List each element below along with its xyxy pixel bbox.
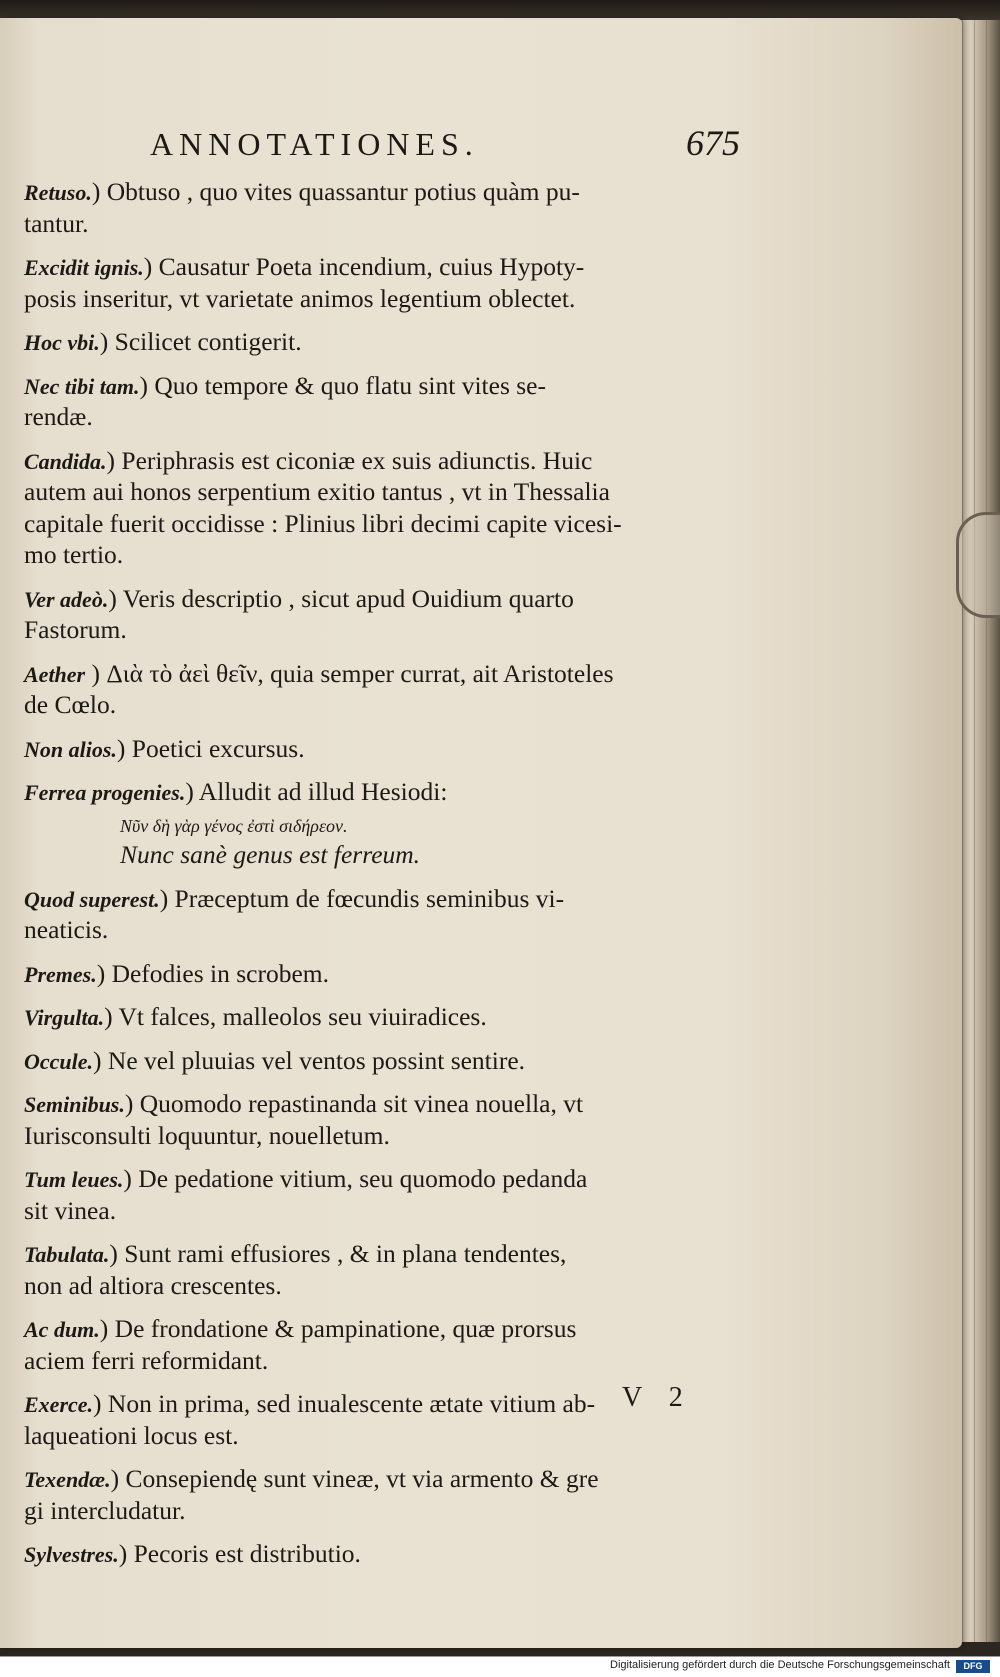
text-line <box>24 839 744 871</box>
book-top-edge <box>0 0 1000 20</box>
line-text: ) Præceptum de fœcundis seminibus vi- <box>159 883 565 913</box>
book-clasp <box>956 512 1000 618</box>
text-line <box>24 176 744 208</box>
text-line <box>24 251 744 283</box>
lemma: Candida. <box>24 448 107 474</box>
line-text: autem aui honos serpentium exitio tantus , vt in Thessalia <box>24 477 610 506</box>
lemma: Premes. <box>24 961 97 987</box>
line-text: ) Ne vel pluuias vel ventos possint sentire. <box>93 1045 526 1075</box>
text-line <box>24 914 744 946</box>
line-text: neaticis. <box>24 915 109 944</box>
line-text: non ad altiora crescentes. <box>24 1270 282 1300</box>
lemma: Hoc vbi. <box>24 330 100 355</box>
text-line <box>24 689 744 721</box>
text-line <box>24 1163 744 1195</box>
line-text: posis inseritur, vt varietate animos legentium oblectet. <box>24 283 576 313</box>
lemma: Quod superest. <box>24 886 160 912</box>
line-text: ) Veris descriptio , sicut apud Ouidium quarto <box>108 583 574 613</box>
lemma: Retuso. <box>24 180 92 205</box>
lemma: Aether <box>24 661 86 687</box>
greek-quotation: Νῦν δὴ γὰρ γένος ἐστὶ σιδήρεον. <box>120 815 348 836</box>
text-line <box>24 658 744 690</box>
text-line <box>24 614 744 646</box>
text-line <box>24 445 744 477</box>
line-text: ) Consepiendę sunt vineæ, vt via armento & gre <box>110 1464 599 1493</box>
line-text: ) Alludit ad illud Hesiodi: <box>185 777 448 806</box>
lemma: Tum leues. <box>24 1167 124 1192</box>
footer-bar <box>0 1656 1000 1677</box>
lemma: Ferrea progenies. <box>24 780 186 805</box>
line-text: ) Periphrasis est ciconiæ ex suis adiunctis. Huic <box>106 445 593 475</box>
lemma: Occule. <box>24 1048 94 1074</box>
lemma: Seminibus. <box>24 1092 125 1117</box>
line-text: ) Obtuso , quo vites quassantur potius quàm pu- <box>91 177 580 206</box>
text-line <box>24 508 744 540</box>
line-text: ) Causatur Poeta incendium, cuius Hypoty- <box>143 252 585 281</box>
text-line <box>24 958 744 990</box>
text-line <box>24 1120 744 1152</box>
line-text: ) Non in prima, sed inualescente ætate vitium ab- <box>93 1389 596 1418</box>
text-line <box>24 1420 744 1452</box>
text-line <box>24 1270 744 1302</box>
line-text: mo tertio. <box>24 540 124 569</box>
lemma: Non alios. <box>24 736 117 762</box>
text-line <box>24 401 744 433</box>
line-text: ) Quomodo repastinanda sit vinea nouella, vt <box>124 1089 584 1118</box>
running-head: ANNOTATIONES. <box>150 126 479 162</box>
lemma: Texendæ. <box>24 1467 111 1492</box>
funding-credit: Digitalisierung gefördert durch die Deutsche Forschungsgemeinschaft <box>610 1659 950 1671</box>
book-page <box>0 18 962 1648</box>
line-text: de Cœlo. <box>24 690 117 719</box>
line-text: ) Vt falces, malleolos seu viuiradices. <box>104 1002 487 1031</box>
text-line <box>24 1313 744 1345</box>
text-line <box>24 1538 744 1570</box>
line-text: gi intercludatur. <box>24 1495 186 1525</box>
dfg-logo: DFG <box>956 1660 990 1673</box>
text-line <box>24 776 744 808</box>
lemma: Ac dum. <box>24 1317 100 1342</box>
line-text: rendæ. <box>24 402 93 431</box>
line-text: ) Poetici excursus. <box>116 733 305 763</box>
lemma: Ver adeò. <box>24 586 109 612</box>
line-text: capitale fuerit occidisse : Plinius libri decimi capite vicesi- <box>24 508 622 538</box>
line-text: ) Pecoris est distributio. <box>118 1539 361 1568</box>
line-text: tantur. <box>24 208 89 238</box>
text-line <box>24 539 744 571</box>
text-line <box>24 476 744 508</box>
text-line <box>24 883 744 915</box>
annotation-text <box>24 176 744 1570</box>
line-text: Fastorum. <box>24 615 127 644</box>
lemma: Exerce. <box>24 1392 94 1417</box>
text-line <box>24 208 744 240</box>
text-line <box>24 1045 744 1077</box>
line-text: ) De pedatione vitium, seu quomodo pedanda <box>123 1164 588 1193</box>
text-line <box>24 1463 744 1495</box>
text-line <box>24 1088 744 1120</box>
text-line <box>24 808 744 840</box>
lemma: Sylvestres. <box>24 1542 119 1567</box>
lemma: Nec tibi tam. <box>24 373 140 399</box>
line-text: sit vinea. <box>24 1195 117 1225</box>
text-line <box>24 283 744 315</box>
line-text: laqueationi locus est. <box>24 1420 239 1450</box>
line-text: aciem ferri reformidant. <box>24 1345 269 1375</box>
lemma: Excidit ignis. <box>24 255 144 280</box>
signature-mark: V 2 <box>622 1382 693 1413</box>
text-line <box>24 733 744 765</box>
text-line <box>24 1195 744 1227</box>
line-text: ) Scilicet contigerit. <box>99 327 302 356</box>
line-text: Iurisconsulti loquuntur, nouelletum. <box>24 1120 390 1150</box>
text-line <box>24 583 744 615</box>
line-text: ) Defodies in scrobem. <box>96 958 329 988</box>
line-text: Nunc sanè genus est ferreum. <box>120 840 421 869</box>
line-text: ) Sunt rami effusiores , & in plana tendentes, <box>109 1239 567 1268</box>
lemma: Virgulta. <box>24 1005 105 1030</box>
line-text: ) Διὰ τὸ ἀεὶ θεῖν, quia semper currat, ait Aristoteles <box>85 658 614 688</box>
text-line <box>24 326 744 358</box>
text-line <box>24 1001 744 1033</box>
text-line <box>24 370 744 402</box>
lemma: Tabulata. <box>24 1242 110 1267</box>
text-line <box>24 1495 744 1527</box>
page-number: 675 <box>686 123 740 163</box>
text-line <box>24 1345 744 1377</box>
line-text: ) De frondatione & pampinatione, quæ prorsus <box>99 1314 577 1343</box>
line-text: ) Quo tempore & quo flatu sint vites se- <box>139 370 546 400</box>
text-line <box>24 1238 744 1270</box>
